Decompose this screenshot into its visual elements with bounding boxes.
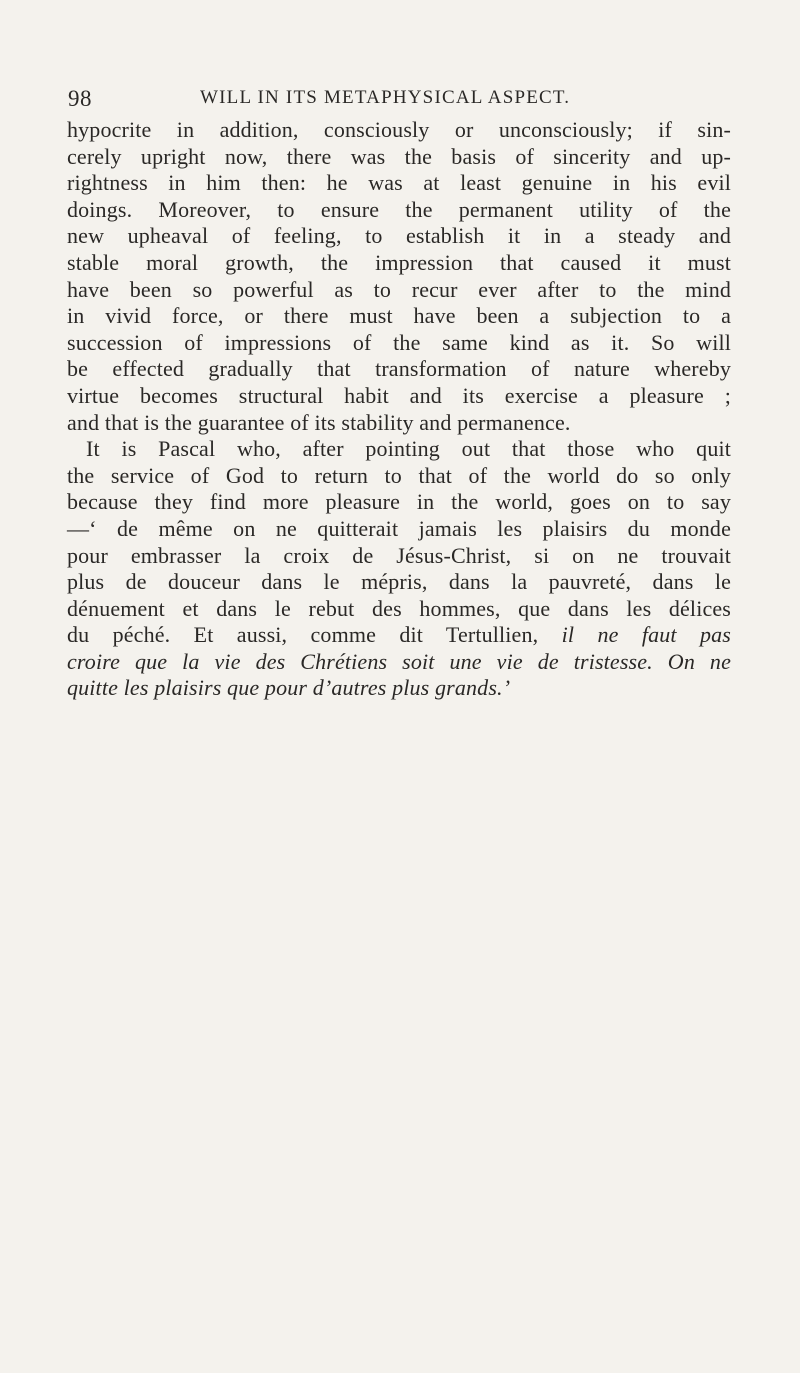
- text-line: doings. Moreover, to ensure the permanent utility of the: [67, 196, 731, 222]
- running-head: WILL IN ITS METAPHYSICAL ASPECT.: [200, 87, 571, 108]
- text-line: because they find more pleasure in the world, goes on to say: [67, 489, 731, 515]
- text-line: dénuement et dans le rebut des hommes, que dans les délices: [67, 595, 731, 621]
- text-line: succession of impressions of the same kind as it. So will: [67, 329, 731, 355]
- text-line: virtue becomes structural habit and its exercise a pleasure ;: [67, 382, 731, 408]
- italic-quote: croire que la vie des Chrétiens soit une vie de tristesse. On ne: [67, 648, 731, 674]
- text-line: new upheaval of feeling, to establish it in a steady and: [67, 223, 731, 249]
- text-line: rightness in him then: he was at least genuine in his evil: [67, 170, 731, 196]
- text-line: be effected gradually that transformation of nature whereby: [67, 356, 731, 382]
- text-segment: du péché. Et aussi, comme dit Tertullien,: [67, 622, 539, 648]
- text-line: [67, 649, 731, 676]
- text-line: cerely upright now, there was the basis of sincerity and up-: [67, 143, 731, 169]
- text-line: pour embrasser la croix de Jésus-Christ, si on ne trouvait: [67, 542, 731, 568]
- page-header: [68, 86, 730, 116]
- text-line: It is Pascal who, after pointing out that those who quit: [86, 436, 731, 462]
- text-line: —‘ de même on ne quitterait jamais les plaisirs du monde: [67, 515, 731, 541]
- text-line: plus de douceur dans le mépris, dans la pauvreté, dans le: [67, 569, 731, 595]
- body-text: [67, 117, 731, 702]
- text-line: have been so powerful as to recur ever after to the mind: [67, 276, 731, 302]
- text-line: stable moral growth, the impression that caused it must: [67, 249, 731, 275]
- page-number: 98: [68, 86, 92, 111]
- italic-quote: quitte les plaisirs que pour d’autres plus grands.’: [67, 675, 511, 701]
- text-line: hypocrite in addition, consciously or unconsciously; if sin-: [67, 117, 731, 142]
- italic-quote: il ne faut pas: [561, 622, 731, 648]
- text-line: the service of God to return to that of the world do so only: [67, 462, 731, 488]
- text-line: [67, 622, 731, 649]
- text-line: [67, 675, 731, 702]
- text-line: in vivid force, or there must have been a subjection to a: [67, 303, 731, 329]
- text-line: and that is the guarantee of its stability and permanence.: [67, 409, 571, 435]
